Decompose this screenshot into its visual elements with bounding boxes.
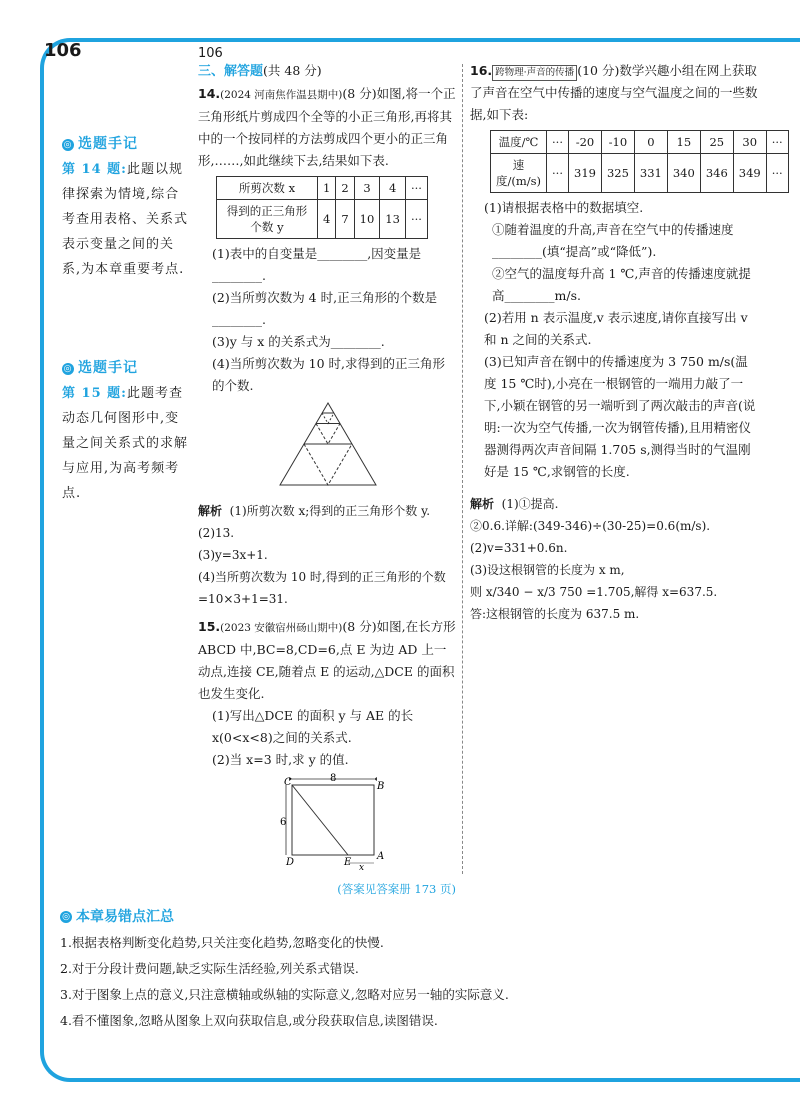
column-divider [462,64,463,874]
error-item: 4.看不懂图象,忽略从图象上双向获取信息,或分段获取信息,读图错误. [60,1013,438,1028]
question-15-stem: 15.(2023 安徽宿州砀山期中)(8 分)如图,在长方形 ABCD 中,BC=8,CD=6,点 E 为边 AD 上一动点,连接 CE,随着点 E 的运动,△DCE 的面积也发生变化. [198,619,456,701]
page-number-small: 106 [198,46,223,61]
subject-tag: 跨物理·声音的传播 [492,65,577,81]
q14-part-2: (2)当所剪次数为 4 时,正三角形的个数是________. [212,290,438,327]
q14-part-3: (3)y 与 x 的关系式为________. [212,334,385,349]
note-text: 此题以规律探索为情境,综合考查用表格、关系式表示变量之间的关系,为本章重要考点. [62,162,189,277]
label-e: E [344,857,352,868]
note-key: 第 15 题: [62,386,127,401]
label-x: x [359,863,365,871]
q14-part-4: (4)当所剪次数为 10 时,求得到的正三角形的个数. [212,356,446,393]
q16-part-1a: ①随着温度的升高,声音在空气中的传播速度________(填“提高”或“降低”). [492,222,734,259]
chapter-errors-summary [60,904,760,1034]
label-a: A [377,851,385,862]
note-title: ◎ 选题手记 [63,360,138,376]
q16-solution: 解析 (1)①提高. ②0.6.详解:(349-346)÷(30-25)=0.6(m/s). (2)v=331+0.6n. (3)设这根钢管的长度为 x m, 则 x/340 − x/3 750 =1.705,解得 x=637.5. 答:这根钢管的长度为 637.5 m. [470,497,718,621]
right-column [470,60,783,625]
q16-part-1: (1)请根据表格中的数据填空. [484,200,644,215]
page-number: 106 [44,40,82,61]
side-note-15 [62,356,190,506]
note-icon: ◎ [63,363,73,374]
q15-part-2: (2)当 x=3 时,求 y 的值. [212,752,349,767]
section-heading: 三、解答题(共 48 分) [198,63,322,79]
note-text: 此题考查动态几何图形中,变量之间关系式的求解与应用,为高考频考点. [62,386,189,501]
note-title: ◎ 选题手记 [63,136,138,152]
rectangle-figure [198,771,456,871]
errors-title: ◎ 本章易错点汇总 [60,904,760,930]
question-14-table [216,176,428,239]
error-item: 2.对于分段计费问题,缺乏实际生活经验,列关系式错误. [60,961,359,976]
label-c: C [284,777,292,788]
label-height: 6 [280,817,287,828]
label-width: 8 [330,773,337,784]
table-row: 得到的正三角形个数 y 4 7 10 13 ··· [217,200,428,239]
question-16-table [490,130,789,193]
error-item: 3.对于图象上点的意义,只注意横轴或纵轴的实际意义,忽略对应另一轴的实际意义. [60,987,509,1002]
table-row: 速度/(m/s) ··· 319 325 331 340 346 349 ··· [491,154,789,193]
answer-reference: (答案见答案册 173 页) [337,882,456,896]
q16-part-3: (3)已知声音在钢中的传播速度为 3 750 m/s(温度 15 ℃时),小亮在一根钢管的一端用力敲了一下,小颖在钢管的另一端听到了两次敲击的声音(说明:一次为空气传播,一次为钢管传播),且用精密仪器测得两次声音间隔 1.705 s,测得当时的气温刚好是 15 ℃,求钢管的长度. [484,354,756,479]
question-14-stem: 14.(2024 河南焦作温县期中)(8 分)如图,将一个正三角形纸片剪成四个全等的小正三角形,再将其中的一个按同样的方法剪成四个更小的正三角形,……,如此继续下去,结果如下表. [198,86,456,168]
table-row: 温度/℃ ··· -20 -10 0 15 25 30 ··· [491,131,789,154]
triangle-figure [198,397,456,493]
q14-solution: 解析 (1)所剪次数 x;得到的正三角形个数 y. (2)13. (3)y=3x+1. (4)当所剪次数为 10 时,得到的正三角形的个数=10×3+1=31. [198,504,446,606]
q15-part-1: (1)写出△DCE 的面积 y 与 AE 的长 x(0<x<8)之间的关系式. [212,708,414,745]
question-16-stem: 16. 跨物理·声音的传播 (10 分)数学兴趣小组在网上获取了声音在空气中传播的速度与空气温度之间的一些数据,如下表: [470,63,758,122]
left-column [198,60,456,900]
note-icon: ◎ [63,139,73,150]
side-note-14 [62,132,190,282]
table-row: 所剪次数 x 1 2 3 4 ··· [217,177,428,200]
note-key: 第 14 题: [62,162,127,177]
note-icon: ◎ [60,911,72,923]
label-d: D [286,857,295,868]
error-item: 1.根据表格判断变化趋势,只关注变化趋势,忽略变化的快慢. [60,935,384,950]
q16-part-1b: ②空气的温度每升高 1 ℃,声音的传播速度就提高________m/s. [492,266,751,303]
q16-part-2: (2)若用 n 表示温度,v 表示速度,请你直接写出 v 和 n 之间的关系式. [484,310,748,347]
q14-part-1: (1)表中的自变量是________,因变量是________. [212,246,422,283]
label-b: B [377,781,385,792]
